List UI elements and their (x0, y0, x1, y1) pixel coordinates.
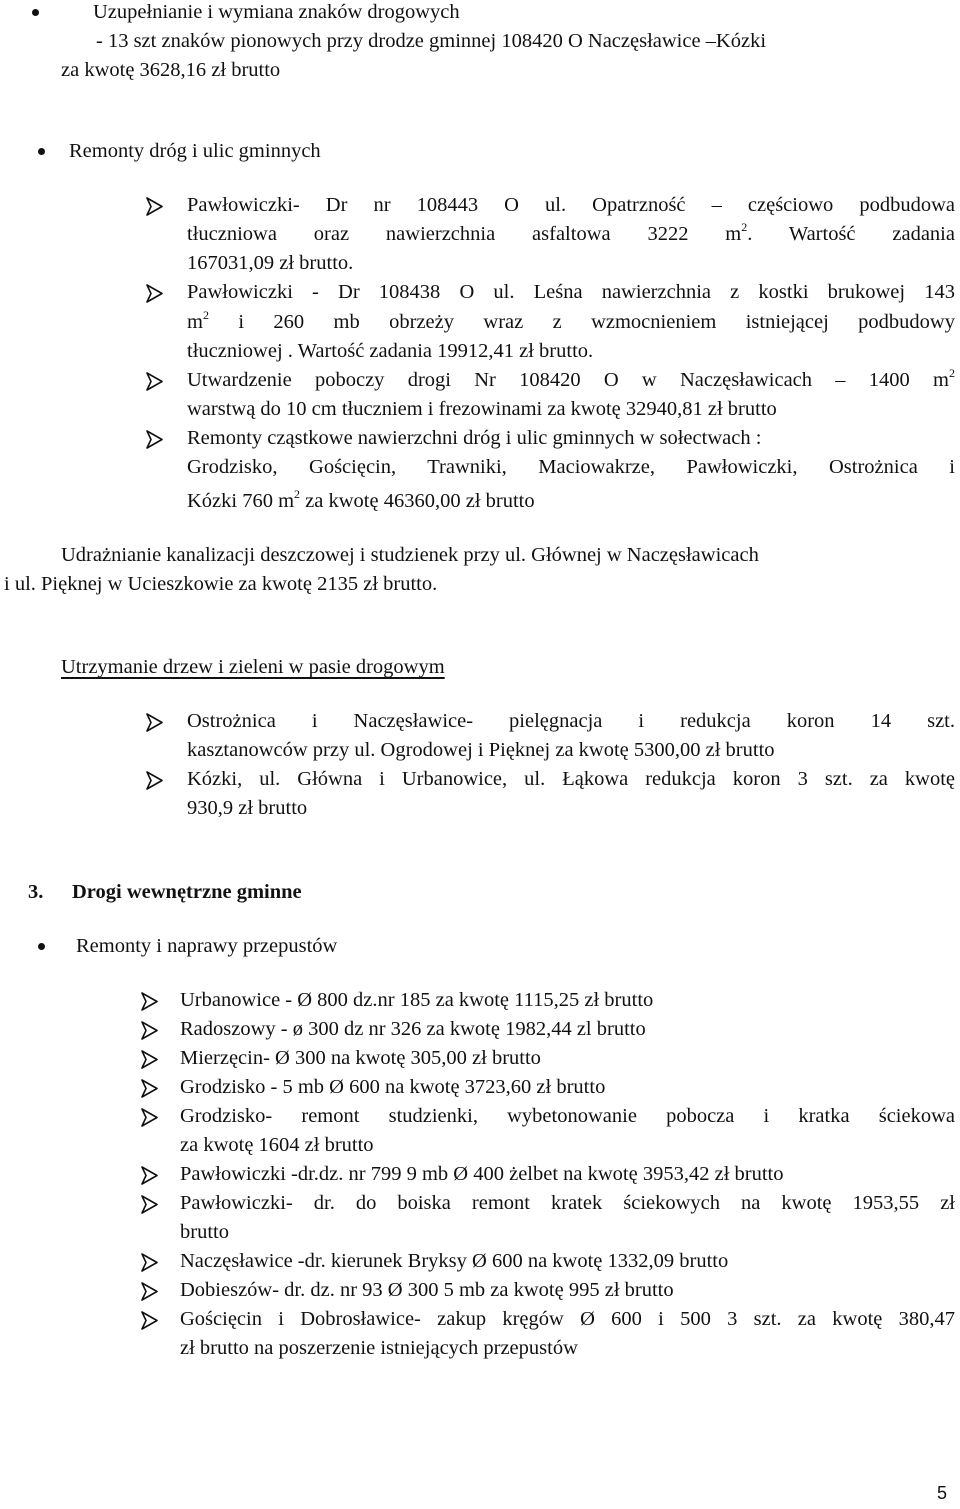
arrow-bullet-icon (141, 1311, 158, 1330)
arrow-bullet-icon (141, 1079, 158, 1098)
culvert-item-line: Urbanowice - Ø 800 dz.nr 185 za kwotę 1115,25 zł brutto (180, 989, 654, 1011)
arrow-bullet-icon (146, 713, 163, 732)
road-item-3-line-1-a: Utwardzenie poboczy drogi Nr 108420 O w Naczęsławicach – 1400 m (187, 369, 949, 391)
arrow-bullet-icon (141, 1282, 158, 1301)
signs-detail-line: - 13 szt znaków pionowych przy drodze gminnej 108420 O Naczęsławice –Kózki (96, 30, 767, 52)
arrow-bullet-icon (141, 1195, 158, 1214)
road-item-2-line-2 (187, 310, 955, 335)
road-item-2-line-2-a: m (187, 311, 203, 333)
culvert-item-line: Grodzisko - 5 mb Ø 600 na kwotę 3723,60 zł brutto (180, 1076, 606, 1098)
drainage-line-2: i ul. Pięknej w Ucieszkowie za kwotę 2135 zł brutto. (4, 573, 438, 595)
road-item-2-line-3: tłuczniowej . Wartość zadania 19912,41 zł brutto. (187, 340, 594, 362)
superscript: 2 (294, 487, 301, 501)
road-item-1-line-2-a: tłuczniowa oraz nawierzchnia asfaltowa 3222 m (187, 223, 742, 245)
trees-item-1-line-1: Ostrożnica i Naczęsławice- pielęgnacja i redukcja koron 14 szt. (187, 710, 955, 732)
arrow-bullet-icon (146, 372, 163, 391)
page-number: 5 (937, 1483, 948, 1503)
trees-item-2-line-2: 930,9 zł brutto (187, 797, 308, 819)
road-item-1-line-3: 167031,09 zł brutto. (187, 252, 354, 274)
arrow-bullet-icon (146, 430, 163, 449)
culvert-item-line: zł brutto na poszerzenie istniejących przepustów (180, 1337, 578, 1359)
trees-item-2-line-1: Kózki, ul. Główna i Urbanowice, ul. Łąkowa redukcja koron 3 szt. za kwotę (187, 768, 955, 790)
road-item-2-line-1: Pawłowiczki - Dr 108438 O ul. Leśna nawierzchnia z kostki brukowej 143 (187, 281, 955, 303)
road-item-4-line-3 (187, 489, 535, 514)
road-item-1-line-1: Pawłowiczki- Dr nr 108443 O ul. Opatrzność – częściowo podbudowa (187, 194, 955, 216)
section-title-internal-roads: Drogi wewnętrzne gminne (72, 881, 302, 903)
road-item-4-line-3-a: Kózki 760 m (187, 490, 295, 512)
arrow-bullet-icon (146, 771, 163, 790)
road-item-1-line-2-b: . Wartość zadania (747, 223, 955, 245)
bullet-dot-icon (32, 9, 39, 16)
culvert-item-line: Pawłowiczki -dr.dz. nr 799 9 mb Ø 400 żelbet na kwotę 3953,42 zł brutto (180, 1163, 784, 1185)
arrow-bullet-icon (141, 1021, 158, 1040)
drainage-line-1: Udrażnianie kanalizacji deszczowej i studzienek przy ul. Głównej w Naczęsławicach (61, 544, 759, 566)
road-item-1-line-2 (187, 222, 955, 247)
culvert-item-line: Naczęsławice -dr. kierunek Bryksy Ø 600 na kwotę 1332,09 brutto (180, 1250, 729, 1272)
section-title-road-repairs: Remonty dróg i ulic gminnych (69, 140, 321, 162)
road-item-4-line-2: Grodzisko, Gościęcin, Trawniki, Maciowakrze, Pawłowiczki, Ostrożnica i (187, 456, 955, 478)
bullet-dot-icon (38, 943, 45, 950)
trees-heading: Utrzymanie drzew i zieleni w pasie drogowym (61, 656, 445, 678)
arrow-bullet-icon (141, 992, 158, 1011)
trees-item-1-line-2: kasztanowców przy ul. Ogrodowej i Pięknej za kwotę 5300,00 zł brutto (187, 739, 775, 761)
arrow-bullet-icon (141, 1108, 158, 1127)
road-item-3-line-2: warstwą do 10 cm tłuczniem i frezowinami za kwotę 32940,81 zł brutto (187, 398, 777, 420)
road-item-3-line-1 (187, 368, 955, 393)
superscript: 2 (741, 220, 748, 234)
superscript: 2 (202, 308, 209, 322)
superscript: 2 (949, 366, 955, 380)
culvert-item-line: brutto (180, 1221, 229, 1243)
section-title-signs: Uzupełnianie i wymiana znaków drogowych (93, 1, 460, 23)
culvert-item-line: Mierzęcin- Ø 300 na kwotę 305,00 zł brutto (180, 1047, 541, 1069)
arrow-bullet-icon (141, 1050, 158, 1069)
section-number: 3. (28, 881, 44, 903)
culvert-item-line: Dobieszów- dr. dz. nr 93 Ø 300 5 mb za kwotę 995 zł brutto (180, 1279, 674, 1301)
culvert-item-line: Pawłowiczki- dr. do boiska remont kratek ściekowych na kwotę 1953,55 zł (180, 1192, 955, 1214)
bullet-dot-icon (38, 148, 45, 155)
arrow-bullet-icon (141, 1253, 158, 1272)
road-item-2-line-2-b: i 260 mb obrzeży wraz z wzmocnieniem istniejącej podbudowy (208, 311, 955, 333)
road-item-4-line-3-b: za kwotę 46360,00 zł brutto (300, 490, 535, 512)
culvert-item-line: Gościęcin i Dobrosławice- zakup kręgów Ø 600 i 500 3 szt. za kwotę 380,47 (180, 1308, 955, 1330)
arrow-bullet-icon (146, 197, 163, 216)
signs-cost-line: za kwotę 3628,16 zł brutto (61, 59, 281, 81)
culverts-heading: Remonty i naprawy przepustów (76, 935, 338, 957)
arrow-bullet-icon (146, 284, 163, 303)
arrow-bullet-icon (141, 1166, 158, 1185)
road-item-4-line-1: Remonty cząstkowe nawierzchni dróg i ulic gminnych w sołectwach : (187, 427, 762, 449)
culvert-item-line: Grodzisko- remont studzienki, wybetonowanie pobocza i kratka ściekowa (180, 1105, 955, 1127)
culvert-item-line: Radoszowy - ø 300 dz nr 326 za kwotę 1982,44 zl brutto (180, 1018, 646, 1040)
culvert-item-line: za kwotę 1604 zł brutto (180, 1134, 374, 1156)
